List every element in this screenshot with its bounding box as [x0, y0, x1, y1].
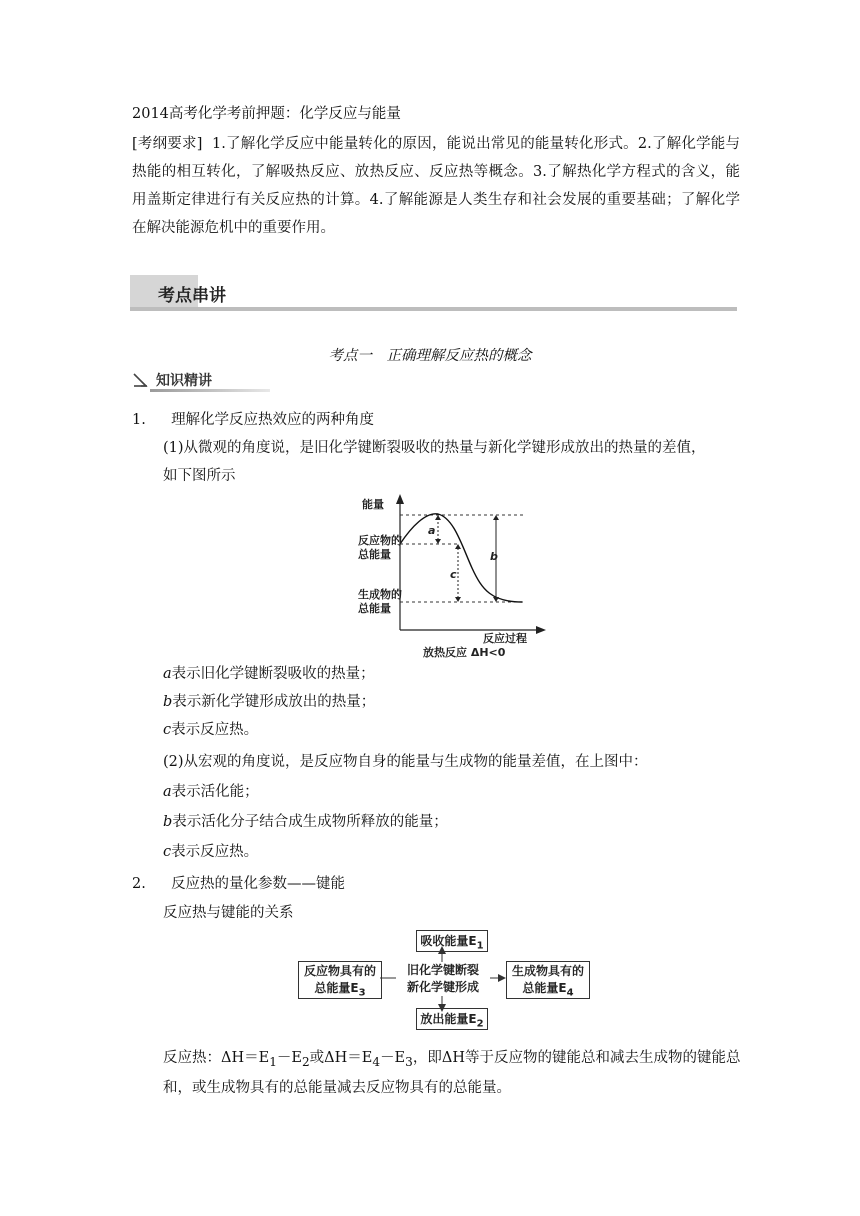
y-axis-label: 能量 — [362, 498, 384, 511]
product-energy-box: 生成物具有的 总能量$E_4$ — [506, 961, 590, 999]
reactant-label-1: 反应物的 — [358, 534, 402, 547]
item1-micro-line1: (1)从微观的角度说，是旧化学键断裂吸收的热量与新化学键形成放出的热量的差值， — [163, 440, 706, 456]
arrow-c-head-top — [455, 544, 461, 549]
subsection-title: 知识精讲 — [156, 373, 212, 389]
energy-curve — [400, 514, 522, 602]
requirements-label: [考纲要求] — [132, 136, 203, 152]
item1-heading — [132, 406, 374, 434]
release-energy-box: 放出能量$E_2$ — [416, 1008, 488, 1030]
diagram-caption: 放热反应 ΔH<0 — [423, 646, 506, 659]
requirements-text: 1.了解化学反应中能量转化的原因，能说出常见的能量转化形式。2.了解化学能与热能的相互转化，了解吸热反应、放热反应、反应热等概念。3.了解热化学方程式的含义，能用盖斯定律进行有关反应热的计算。4.了解能源是人类生存和社会发展的重要基础；了解化学在解决能源危机中的重要作用。 — [132, 136, 740, 236]
macro-b-line: b表示活化分子结合成生成物所释放的能量； — [163, 814, 448, 830]
exam-requirements — [132, 130, 740, 242]
macro-c-line: c表示反应热。 — [163, 844, 259, 860]
corner-arrow-icon — [132, 372, 150, 388]
arrow-horizontal-head — [498, 974, 506, 982]
section-banner — [130, 275, 737, 311]
micro-b-line: b表示新化学键形成放出的热量； — [163, 694, 376, 710]
item2-heading — [132, 870, 345, 898]
label-c: c — [450, 568, 457, 581]
banner-title: 考点串讲 — [158, 286, 226, 306]
kaodian-title: 考点一 正确理解反应热的概念 — [328, 348, 532, 364]
item2-number: 2. — [132, 876, 146, 892]
absorb-energy-box: 吸收能量$E_1$ — [416, 930, 488, 952]
arrow-b-head-top — [493, 515, 499, 520]
macro-a-line: a表示活化能； — [163, 784, 259, 800]
item1-macro-line: (2)从宏观的角度说，是反应物自身的能量与生成物的能量差值，在上图中： — [163, 754, 648, 770]
subsection-heading — [132, 368, 272, 392]
micro-c-line: c表示反应热。 — [163, 722, 259, 738]
label-b: b — [490, 550, 498, 563]
bond-energy-flow-diagram — [296, 928, 596, 1032]
x-axis-label: 反应过程 — [483, 632, 527, 645]
reactant-label-2: 总能量 — [358, 548, 391, 561]
arrow-a-head-top — [435, 515, 441, 520]
item1-micro-line2: 如下图所示 — [163, 468, 236, 484]
reaction-heat-formula: 反应热：$\Delta H=E_1-E_2$或$\Delta H=E_4-E_3$，即ΔH等于反应物的键能总和减去生成物的键能总 — [163, 1050, 741, 1069]
bond-change-label: 旧化学键断裂 新化学键形成 — [396, 962, 490, 996]
arrow-b-head-bottom — [493, 597, 499, 602]
product-label-2: 总能量 — [358, 602, 391, 615]
reactant-energy-box: 反应物具有的 总能量$E_3$ — [298, 961, 382, 999]
item1-number: 1. — [132, 412, 146, 428]
arrow-a-head-bottom — [435, 539, 441, 544]
x-axis-arrow — [536, 626, 546, 634]
subsection-underline — [150, 389, 270, 392]
banner-rule — [130, 307, 737, 311]
item2-title: 反应热的量化参数——键能 — [171, 876, 346, 892]
micro-a-line: a表示旧化学键断裂吸收的热量； — [163, 666, 375, 682]
label-a: a — [428, 524, 436, 537]
item1-title: 理解化学反应热效应的两种角度 — [171, 412, 375, 428]
document-title: 2014高考化学考前押题：化学反应与能量 — [132, 106, 401, 122]
product-label-1: 生成物的 — [358, 588, 402, 601]
arrow-c-head-bottom — [455, 597, 461, 602]
y-axis-arrow — [396, 494, 404, 504]
energy-profile-diagram — [350, 490, 550, 660]
item2-subtitle: 反应热与键能的关系 — [163, 905, 294, 921]
reaction-heat-formula-line2: 和，或生成物具有的总能量减去反应物具有的总能量。 — [163, 1080, 511, 1096]
